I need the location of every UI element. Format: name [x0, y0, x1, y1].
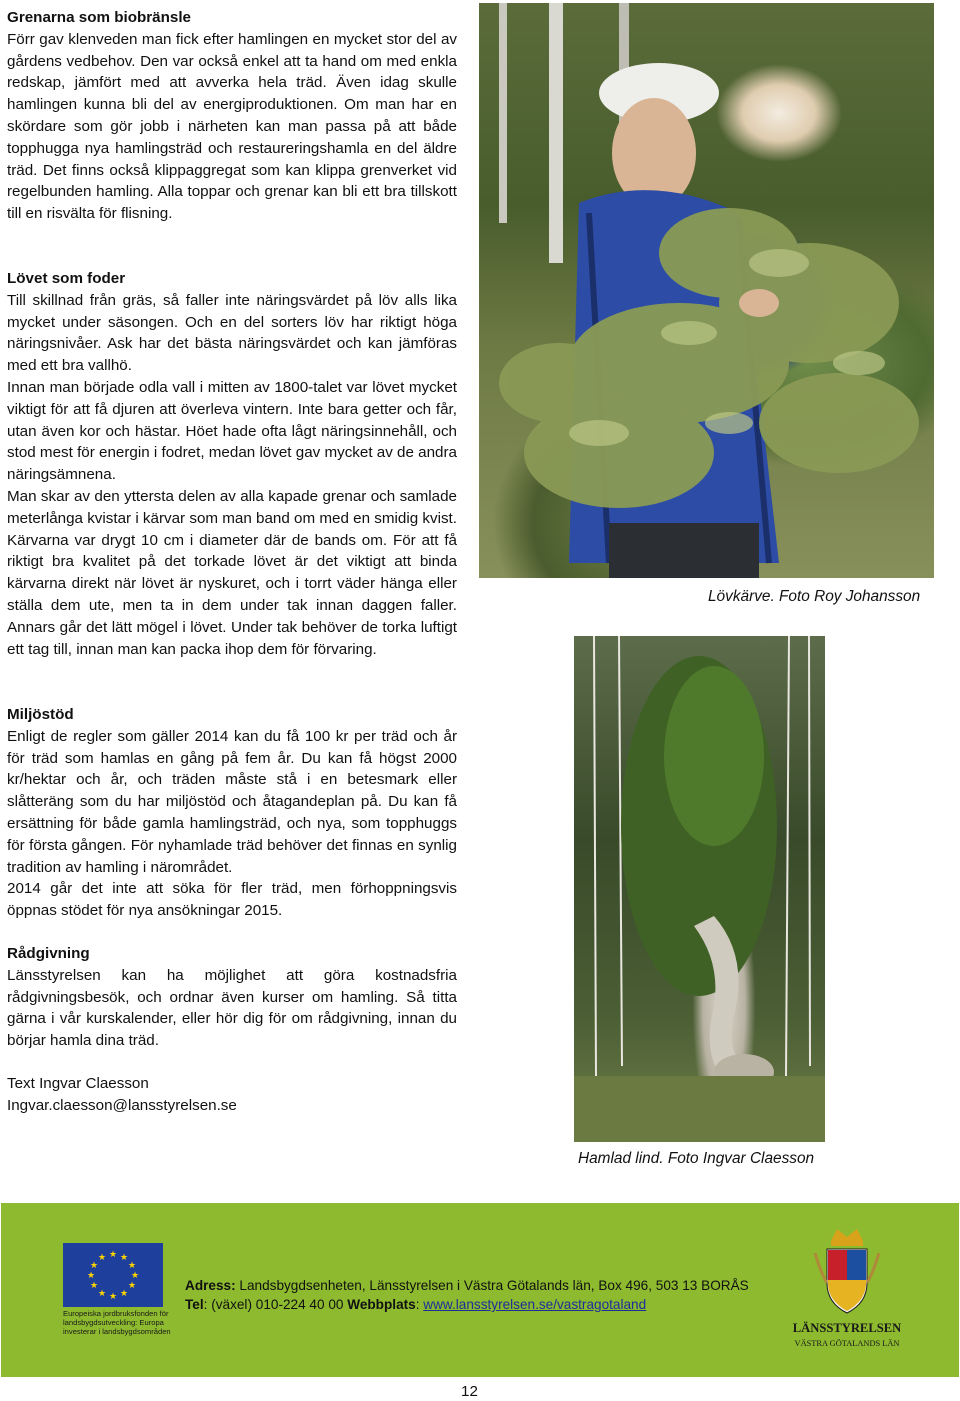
paragraph-advice: Länsstyrelsen kan ha möjlighet att göra kostnadsfria rådgivningsbesök, och ordnar även kurser om hamling. Så titta gärna i vår kurskalender, eller hör dig för om rådgivning, innan du börjar hamla dina träd.: [7, 966, 457, 1050]
photo-pollarded-linden: [574, 636, 825, 1142]
heading-biofuel: Grenarna som biobränsle: [7, 9, 191, 26]
section-biofuel: [7, 7, 457, 225]
paragraph-fodder-3: Man skar av den yttersta delen av alla kapade grenar och samlade meterlånga kvistar i kärvar som man band om med en smidig kvist. Kärvarna var drygt 10 cm i diameter där de bands om. För att få riktigt bra kvalitet på det torkade lövet är det viktigt att binda kärvarna direkt när lövet är nyskuret, och i torrt väder hänga eller ställa dem ute, men ta in dem under tak innan daggen faller. Annars går det lätt mögel i lövet. Under tak behöver de torka luftigt ett tag till, innan man kan packa ihop dem för förvaring.: [7, 487, 457, 658]
section-fodder: [7, 268, 457, 660]
svg-text:★: ★: [97, 1289, 107, 1299]
address-label: Adress:: [185, 1278, 236, 1293]
footer-banner: [1, 1203, 959, 1377]
web-label: Webbplats: [347, 1297, 416, 1312]
paragraph-fodder-2: Innan man började odla vall i mitten av 1800-talet var lövet mycket viktigt för att få djuren att överleva vintern. Inte bara getter och får, utan även kor och hästar. Höet hade ofta lågt näringsinnehåll, och stod mest för energin i fodret, medan lövet gav mycket av de andra näringsämnena.: [7, 378, 457, 484]
paragraph-subsidy-2: 2014 går det inte att söka för fler träd, men förhoppningsvis öppnas stödet för nya ansökningar 2015.: [7, 880, 457, 920]
eu-fund-text: Europeiska jordbruksfonden för landsbygdsutveckling: Europa investerar i landsbygdsområden: [63, 1309, 171, 1336]
photo-leaf-bundle: [479, 3, 934, 578]
website-link[interactable]: www.lansstyrelsen.se/vastragotaland: [423, 1297, 647, 1312]
svg-text:★: ★: [127, 1281, 137, 1291]
author-name: Text Ingvar Claesson: [7, 1075, 149, 1092]
eu-logo: [63, 1243, 171, 1343]
svg-text:★: ★: [127, 1261, 137, 1271]
svg-text:★: ★: [108, 1250, 118, 1260]
section-subsidy: [7, 704, 457, 922]
svg-text:★: ★: [97, 1253, 107, 1263]
svg-text:★: ★: [86, 1271, 96, 1281]
address-text: Landsbygdsenheten, Länsstyrelsen i Västra Götalands län, Box 496, 503 13 BORÅS: [239, 1278, 749, 1293]
eu-flag-icon: [63, 1243, 163, 1307]
contact-line: Tel: (växel) 010-224 40 00 Webbplats: www.lansstyrelsen.se/vastragotaland: [185, 1297, 647, 1312]
lansstyrelsen-logo: [787, 1223, 907, 1363]
heading-advice: Rådgivning: [7, 945, 90, 962]
page-number: 12: [461, 1383, 478, 1400]
paragraph-biofuel: Förr gav klenveden man fick efter hamlingen en mycket stor del av gårdens vedbehov. Den var också enkel att ta hand om med enkla redskap, jämfört med att avverka hela träd. Även idag skulle hamlingen kunna bli del av energiproduktionen. Om man har en skördare som gör jobb i närheten kan man passa på att både topphugga nya hamlingsträd och restaureringshamla en del äldre träd. Det finns också klippaggregat som kan klippa grenverket vid regelbunden hamling. Alla toppar och grenar kan bli ett bra tillskott till en risvälta för flisning.: [7, 30, 457, 223]
author-email: Ingvar.claesson@lansstyrelsen.se: [7, 1096, 237, 1114]
heading-fodder: Lövet som foder: [7, 270, 126, 287]
svg-text:★: ★: [89, 1261, 99, 1271]
svg-text:★: ★: [119, 1253, 129, 1263]
coat-of-arms-icon: [787, 1223, 907, 1319]
paragraph-fodder-1: Till skillnad från gräs, så faller inte näringsvärdet på löv alls lika mycket under säsongen. Och en del sorters löv har riktigt höga näringsnivåer. Ask har det bästa näringsvärdet och kan jämföras med ett bra vallhö.: [7, 291, 457, 375]
address-line: [185, 1276, 749, 1295]
paragraph-subsidy-1: Enligt de regler som gäller 2014 kan du få 100 kr per träd och år för träd som hamlas en gång på fem år. Du kan få högst 2000 kr/hektar och år, och träden måste stå i en betesmark eller slåtteräng som du har miljöstöd och åtagandeplan på. Du kan få ersättning för både gamla hamlingsträd, och nya, som topphuggs för första gången. För nyhamlade träd behöver det finnas en synlig tradition av hamling i närområdet.: [7, 727, 457, 876]
caption-linden: Hamlad lind. Foto Ingvar Claesson: [578, 1150, 815, 1167]
svg-text:★: ★: [89, 1281, 99, 1291]
photo-linden-art: [574, 636, 825, 1142]
authority-region: VÄSTRA GÖTALANDS LÄN: [794, 1339, 900, 1348]
photo-leaf-bundle-art: [479, 3, 934, 578]
tel-label: Tel: [185, 1297, 204, 1312]
section-advice: [7, 943, 457, 1052]
svg-text:★: ★: [108, 1292, 118, 1302]
authority-name: LÄNSSTYRELSEN: [792, 1321, 902, 1335]
tel-text: : (växel) 010-224 40 00: [203, 1297, 344, 1312]
author-block: [7, 1073, 457, 1117]
caption-leaf-bundle: Lövkärve. Foto Roy Johansson: [708, 588, 921, 605]
svg-text:★: ★: [119, 1289, 129, 1299]
heading-subsidy: Miljöstöd: [7, 706, 74, 723]
svg-text:★: ★: [130, 1271, 140, 1281]
contact-info: [185, 1276, 749, 1314]
